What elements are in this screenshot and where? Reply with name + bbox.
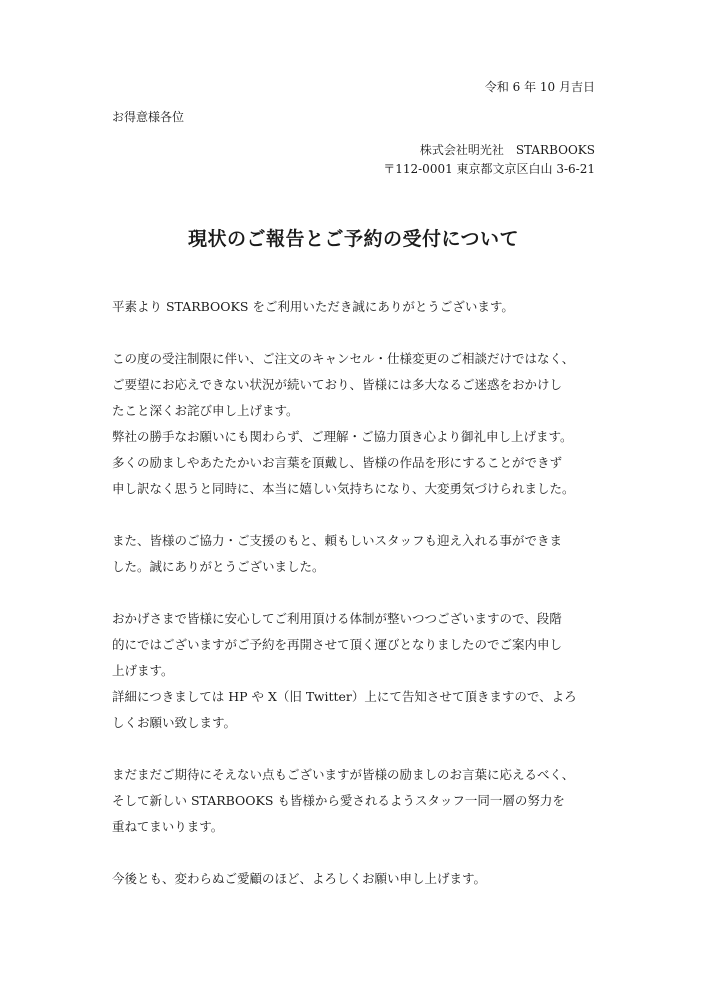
body-line: ご要望にお応えできない状況が続いており、皆様には多大なるご迷惑をおかけし [112,377,563,392]
body-line: 今後とも、変わらぬご愛顧のほど、よろしくお願い申し上げます。 [112,871,487,886]
body-line: 的にではございますがご予約を再開させて頂く運びとなりましたのでご案内申し [112,637,563,652]
body-line: 弊社の勝手なお願いにも関わらず、ご理解・ご協力頂き心より御礼申し上げます。 [112,429,573,444]
paragraph-greeting [112,294,602,320]
paragraph-staff [112,528,602,580]
letter-date: 令和 6 年 10 月吉日 [484,80,595,94]
sender-company: 株式会社明光社 STARBOOKS [419,143,595,157]
body-line: 上げます。 [112,663,174,678]
sender-block [383,141,595,179]
body-line: 平素より STARBOOKS をご利用いただき誠にありがとうございます。 [112,299,514,314]
sender-address: 〒112-0001 東京都文京区白山 3-6-21 [383,162,595,176]
body-line: 申し訳なく思うと同時に、本当に嬉しい気持ちになり、大変勇気づけられました。 [112,481,575,496]
body-line: まだまだご期待にそえない点もございますが皆様の励ましのお言葉に応えるべく、 [112,767,575,782]
body-line: 重ねてまいります。 [112,819,224,834]
paragraph-closing [112,866,602,892]
paragraph-commitment [112,762,602,840]
body-line: また、皆様のご協力・ご支援のもと、頼もしいスタッフも迎え入れる事ができま [112,533,563,548]
letter-title: 現状のご報告とご予約の受付について [187,228,520,250]
paragraph-reopening [112,606,602,736]
letter-body [112,294,602,918]
body-line: おかげさまで皆様に安心してご利用頂ける体制が整いつつございますので、段階 [112,611,562,626]
body-line: この度の受注制限に伴い、ご注文のキャンセル・仕様変更のご相談だけではなく、 [112,351,575,366]
addressee: お得意様各位 [112,110,185,124]
body-line: たこと深くお詫び申し上げます。 [112,403,299,418]
body-line: そして新しい STARBOOKS も皆様から愛されるようスタッフ一同一層の努力を [112,793,565,808]
paragraph-apology [112,346,602,502]
body-line: 詳細につきましては HP や X（旧 Twitter）上にて告知させて頂きますので、よろ [112,689,577,704]
body-line: した。誠にありがとうございました。 [112,559,325,574]
body-line: しくお願い致します。 [112,715,237,730]
body-line: 多くの励ましやあたたかいお言葉を頂戴し、皆様の作品を形にすることができず [112,455,563,470]
